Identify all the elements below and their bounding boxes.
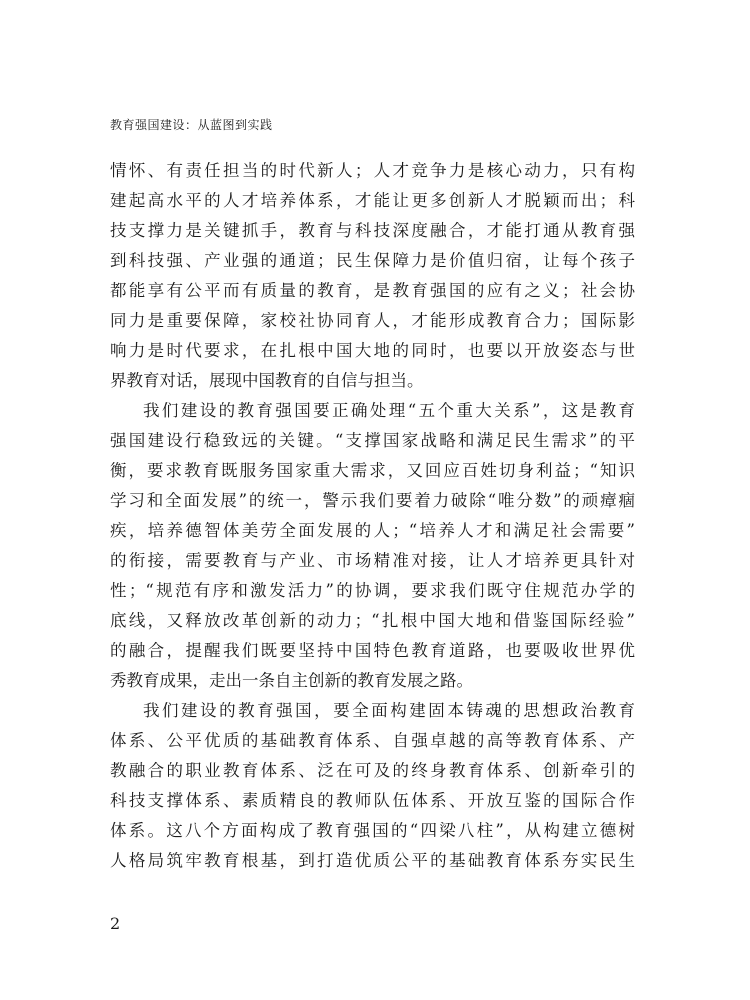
paragraph-first-line: 我们建设的教育强国要正确处理“五个重大关系”，这是教育 (143, 401, 635, 420)
text-line: 技支撑力是关键抓手，教育与科技深度融合，才能打通从教育强 (110, 221, 635, 240)
text-line: 人格局筑牢教育根基，到打造优质公平的基础教育体系夯实民生 (110, 851, 635, 870)
text-line: 同力是重要保障，家校社协同育人，才能形成教育合力；国际影 (110, 311, 635, 330)
text-line: 到科技强、产业强的通道；民生保障力是价值归宿，让每个孩子 (110, 251, 635, 270)
text-line: 体系。这八个方面构成了教育强国的“四梁八柱”，从构建立德树 (110, 821, 635, 840)
text-line: 体系、公平优质的基础教育体系、自强卓越的高等教育体系、产 (110, 731, 635, 750)
text-line: 都能享有公平而有质量的教育，是教育强国的应有之义；社会协 (110, 281, 635, 300)
text-line: 建起高水平的人才培养体系，才能让更多创新人才脱颖而出；科 (110, 191, 635, 210)
body-text (110, 156, 635, 876)
text-line: 性；“规范有序和激发活力”的协调，要求我们既守住规范办学的 (110, 581, 635, 600)
page-number: 2 (110, 914, 121, 933)
text-line: 的融合，提醒我们既要坚持中国特色教育道路，也要吸收世界优 (110, 641, 635, 660)
text-line: 疾，培养德智体美劳全面发展的人；“培养人才和满足社会需要” (110, 521, 635, 540)
text-line: 科技支撑体系、素质精良的教师队伍体系、开放互鉴的国际合作 (110, 791, 635, 810)
text-line: 的衔接，需要教育与产业、市场精准对接，让人才培养更具针对 (110, 551, 635, 570)
running-header: 教育强国建设：从蓝图到实践 (110, 118, 273, 132)
text-line: 底线，又释放改革创新的动力；“扎根中国大地和借鉴国际经验” (110, 611, 635, 630)
text-line: 衡，要求教育既服务国家重大需求，又回应百姓切身利益；“知识 (110, 461, 635, 480)
text-line: 界教育对话，展现中国教育的自信与担当。 (110, 371, 424, 390)
text-line: 强国建设行稳致远的关键。“支撑国家战略和满足民生需求”的平 (110, 431, 635, 450)
paragraph-first-line: 我们建设的教育强国，要全面构建固本铸魂的思想政治教育 (143, 701, 635, 720)
text-line: 学习和全面发展”的统一，警示我们要着力破除“唯分数”的顽瘴痼 (110, 491, 635, 510)
text-line: 情怀、有责任担当的时代新人；人才竞争力是核心动力，只有构 (110, 161, 635, 180)
text-line: 教融合的职业教育体系、泛在可及的终身教育体系、创新牵引的 (110, 761, 635, 780)
text-line: 秀教育成果，走出一条自主创新的教育发展之路。 (110, 671, 473, 690)
text-line: 响力是时代要求，在扎根中国大地的同时，也要以开放姿态与世 (110, 341, 635, 360)
